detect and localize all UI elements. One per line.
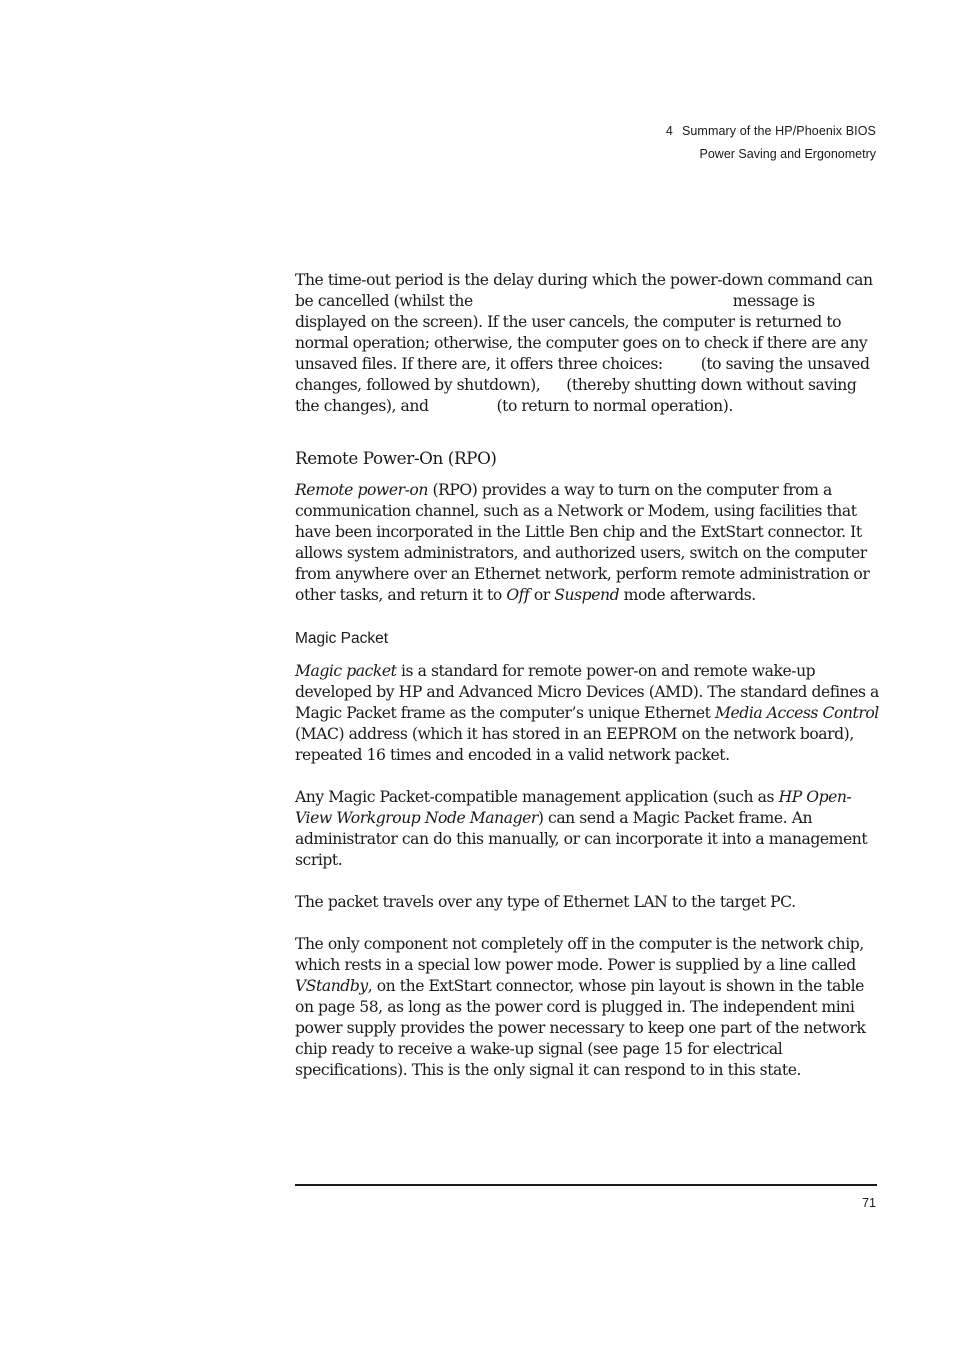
intro-seg5: (to return to normal operation). <box>496 397 733 415</box>
magic-paragraph-2 <box>295 787 880 871</box>
magic-end: (MAC) address (which it has stored in an EEPROM on the network board), repeated 16 times and encoded in a valid network packet. <box>295 725 854 764</box>
suspend-term: Suspend <box>554 586 620 604</box>
page-number: 71 <box>862 1196 876 1210</box>
rpo-text: (RPO) provides a way to turn on the computer from a communication channel, such as a Network or Modem, using facilities that have been incorporated in the Little Ben chip and the ExtStart connector. It allows system administrators, and authorized users, switch on the computer from anywhere over an Ethernet network, perform remote administration or other tasks, and return it to <box>295 481 870 604</box>
intro-seg2: message is displayed on the screen). If the user cancels, the computer is returned to normal operation; otherwise, the computer goes on to check if there are any unsaved files. If there are, it offers three choices: <box>295 292 868 373</box>
rpo-paragraph <box>295 480 880 606</box>
intro-seg4: (thereby shutting down without saving the changes), and <box>295 376 857 415</box>
chapter-heading <box>666 120 876 143</box>
rpo-heading: Remote Power-On (RPO) <box>295 448 497 468</box>
magic-paragraph-4 <box>295 934 880 1081</box>
magic-paragraph-3: The packet travels over any type of Ethernet LAN to the target PC. <box>295 893 796 911</box>
chapter-title: Summary of the HP/Phoenix BIOS <box>681 124 876 138</box>
intro-seg3: (to saving the unsaved changes, followed by shutdown), <box>295 355 870 394</box>
intro-seg1: The time-out period is the delay during which the power-down command can be cancelled (whilst the <box>295 271 873 310</box>
vstandby-term: VStandby <box>295 977 368 995</box>
footer-rule <box>295 1184 877 1186</box>
section-title: Power Saving and Ergonometry <box>699 147 876 161</box>
magic-heading: Magic Packet <box>295 630 389 647</box>
magic-text: is a standard for remote power-on and remote wake-up developed by HP and Advanced Micro Devices (AMD). The standard defines a Magic Packet frame as the computer’s unique Ethernet <box>295 662 879 722</box>
magic-term: Magic packet <box>295 662 397 680</box>
mac-term: Media Access Control <box>715 704 879 722</box>
p2-end: ) can send a Magic Packet frame. An administrator can do this manually, or can incorporate it into a management script. <box>295 809 868 869</box>
chapter-number: 4 <box>665 124 673 138</box>
rpo-term: Remote power-on <box>295 481 428 499</box>
p4-end: , on the ExtStart connector, whose pin layout is shown in the table on page 58, as long as the power cord is plugged in. The independent mini power supply provides the power necessary to keep one part of the network chip ready to receive a wake-up signal (see page 15 for electrical specifications). This is the only signal it can respond to in this state. <box>295 977 866 1079</box>
p2-start: Any Magic Packet-compatible management application (such as <box>295 788 779 806</box>
magic-paragraph-1 <box>295 661 880 766</box>
app-name: HP Open-View Workgroup Node Manager <box>295 788 852 827</box>
intro-paragraph <box>295 270 880 417</box>
off-term: Off <box>506 586 530 604</box>
running-head <box>666 120 876 166</box>
or-text: or <box>529 586 555 604</box>
p4-start: The only component not completely off in the computer is the network chip, which rests in a special low power mode. Power is supplied by a line called <box>295 935 864 974</box>
rpo-end: mode afterwards. <box>619 586 756 604</box>
